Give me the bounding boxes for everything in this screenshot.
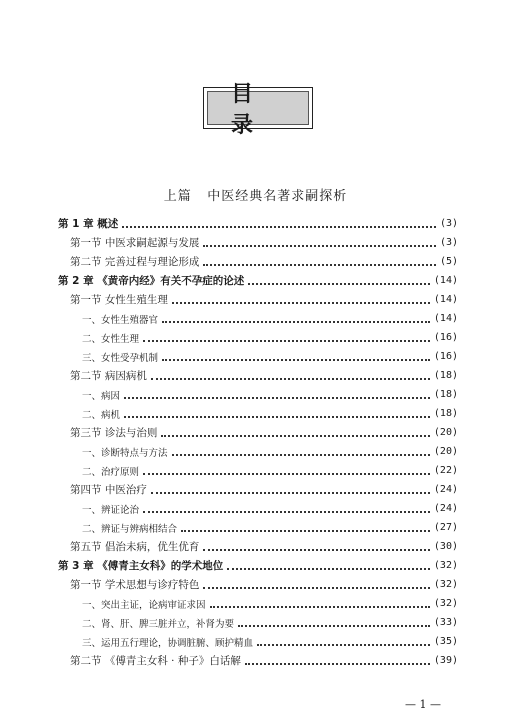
toc-entry-label: 第四节 中医治疗: [70, 484, 147, 496]
toc-entry-label: 二、病机: [82, 409, 121, 421]
toc-entry-item[interactable]: [58, 347, 458, 366]
toc-entry-item[interactable]: [58, 632, 458, 651]
toc-entry-label: 一、辨证论治: [82, 504, 140, 516]
toc-entry-chapter[interactable]: [58, 556, 458, 575]
toc-entry-page: (39): [433, 655, 458, 666]
toc-entry-page: (32): [433, 579, 458, 590]
toc-entry-page: (33): [433, 617, 458, 628]
dot-leader: [238, 624, 430, 627]
toc-entry-label: 第一节 女性生殖生理: [70, 294, 168, 306]
toc-entry-page: (16): [433, 332, 458, 343]
toc-entry-label: 二、辨证与辨病相结合: [82, 523, 178, 535]
toc-entry-page: (27): [433, 522, 458, 533]
toc-entry-section[interactable]: [58, 252, 458, 271]
toc-entry-label: 三、运用五行理论，协调脏腑、顾护精血: [82, 637, 254, 649]
toc-entry-page: (16): [433, 351, 458, 362]
toc-entry-page: (3): [439, 237, 458, 248]
toc-entry-chapter[interactable]: [58, 271, 458, 290]
toc-entry-label: 第二节 《傅青主女科 · 种子》白话解: [70, 655, 241, 667]
toc-entry-item[interactable]: [58, 385, 458, 404]
toc-entry-page: (30): [433, 541, 458, 552]
toc-entry-label: 二、肾、肝、脾三脏并立，补肾为要: [82, 618, 235, 630]
toc-entry-section[interactable]: [58, 366, 458, 385]
dot-leader: [122, 225, 436, 228]
toc-entry-item[interactable]: [58, 404, 458, 423]
dot-leader: [162, 320, 430, 323]
toc-title-box: [203, 82, 313, 138]
toc-entry-page: (18): [433, 389, 458, 400]
toc-entry-item[interactable]: [58, 442, 458, 461]
dot-leader: [172, 301, 430, 304]
toc-entry-page: (32): [433, 560, 458, 571]
dot-leader: [143, 510, 430, 513]
toc-entry-item[interactable]: [58, 328, 458, 347]
toc-entry-page: (14): [433, 294, 458, 305]
dot-leader: [124, 415, 430, 418]
toc-entry-label: 二、女性生理: [82, 333, 140, 345]
toc-entry-item[interactable]: [58, 309, 458, 328]
toc-entry-section[interactable]: [58, 423, 458, 442]
toc-entry-page: (5): [439, 256, 458, 267]
toc-title: 目 录: [207, 91, 309, 125]
toc-entry-section[interactable]: [58, 233, 458, 252]
dot-leader: [203, 263, 436, 266]
toc-entry-item[interactable]: [58, 461, 458, 480]
toc-entry-page: (20): [433, 446, 458, 457]
dot-leader: [248, 282, 430, 285]
dot-leader: [181, 529, 430, 532]
toc-entry-page: (20): [433, 427, 458, 438]
dot-leader: [245, 662, 430, 665]
toc-entry-item[interactable]: [58, 499, 458, 518]
toc-entry-page: (3): [439, 218, 458, 229]
dot-leader: [257, 643, 430, 646]
toc-entry-label: 一、女性生殖器官: [82, 314, 159, 326]
dot-leader: [143, 472, 430, 475]
toc-entry-label: 第 3 章 《傅青主女科》的学术地位: [58, 560, 224, 572]
toc-entry-label: 第五节 倡治未病，优生优育: [70, 541, 200, 553]
toc-entry-page: (32): [433, 598, 458, 609]
toc-entry-section[interactable]: [58, 575, 458, 594]
toc-entry-section[interactable]: [58, 480, 458, 499]
dot-leader: [203, 244, 436, 247]
dot-leader: [172, 453, 430, 456]
dot-leader: [143, 339, 430, 342]
toc-entry-page: (18): [433, 408, 458, 419]
toc-entry-label: 一、突出主证，论病审证求因: [82, 599, 206, 611]
toc-entry-page: (24): [433, 484, 458, 495]
dot-leader: [151, 491, 430, 494]
toc-entry-page: (18): [433, 370, 458, 381]
toc-entry-page: (14): [433, 313, 458, 324]
part-title: 上篇 中医经典名著求嗣探析: [163, 189, 348, 204]
toc-entry-label: 第三节 诊法与治则: [70, 427, 158, 439]
toc-entry-label: 第一节 学术思想与诊疗特色: [70, 579, 200, 591]
page-number: — 1 —: [405, 698, 441, 711]
toc-entry-item[interactable]: [58, 613, 458, 632]
toc-entry-label: 第二节 病因病机: [70, 370, 147, 382]
toc-entry-label: 一、病因: [82, 390, 121, 402]
toc-entry-section[interactable]: [58, 651, 458, 670]
dot-leader: [162, 358, 430, 361]
dot-leader: [151, 377, 430, 380]
toc-entry-page: (24): [433, 503, 458, 514]
toc-entry-label: 第 2 章 《黄帝内经》有关不孕症的论述: [58, 275, 245, 287]
toc-entry-section[interactable]: [58, 290, 458, 309]
toc-entry-page: (22): [433, 465, 458, 476]
toc-entry-label: 第二节 完善过程与理论形成: [70, 256, 200, 268]
dot-leader: [203, 548, 430, 551]
dot-leader: [227, 567, 430, 570]
toc-entry-section[interactable]: [58, 537, 458, 556]
dot-leader: [161, 434, 430, 437]
table-of-contents: [58, 214, 458, 670]
toc-entry-page: (35): [433, 636, 458, 647]
toc-entry-label: 第一节 中医求嗣起源与发展: [70, 237, 200, 249]
dot-leader: [124, 396, 430, 399]
dot-leader: [203, 586, 430, 589]
toc-entry-label: 二、治疗原则: [82, 466, 140, 478]
toc-entry-item[interactable]: [58, 594, 458, 613]
toc-entry-label: 第 1 章 概述: [58, 218, 119, 230]
toc-entry-label: 一、诊断特点与方法: [82, 447, 168, 459]
toc-entry-item[interactable]: [58, 518, 458, 537]
toc-entry-chapter[interactable]: [58, 214, 458, 233]
toc-entry-page: (14): [433, 275, 458, 286]
dot-leader: [210, 605, 430, 608]
toc-entry-label: 三、女性受孕机制: [82, 352, 159, 364]
